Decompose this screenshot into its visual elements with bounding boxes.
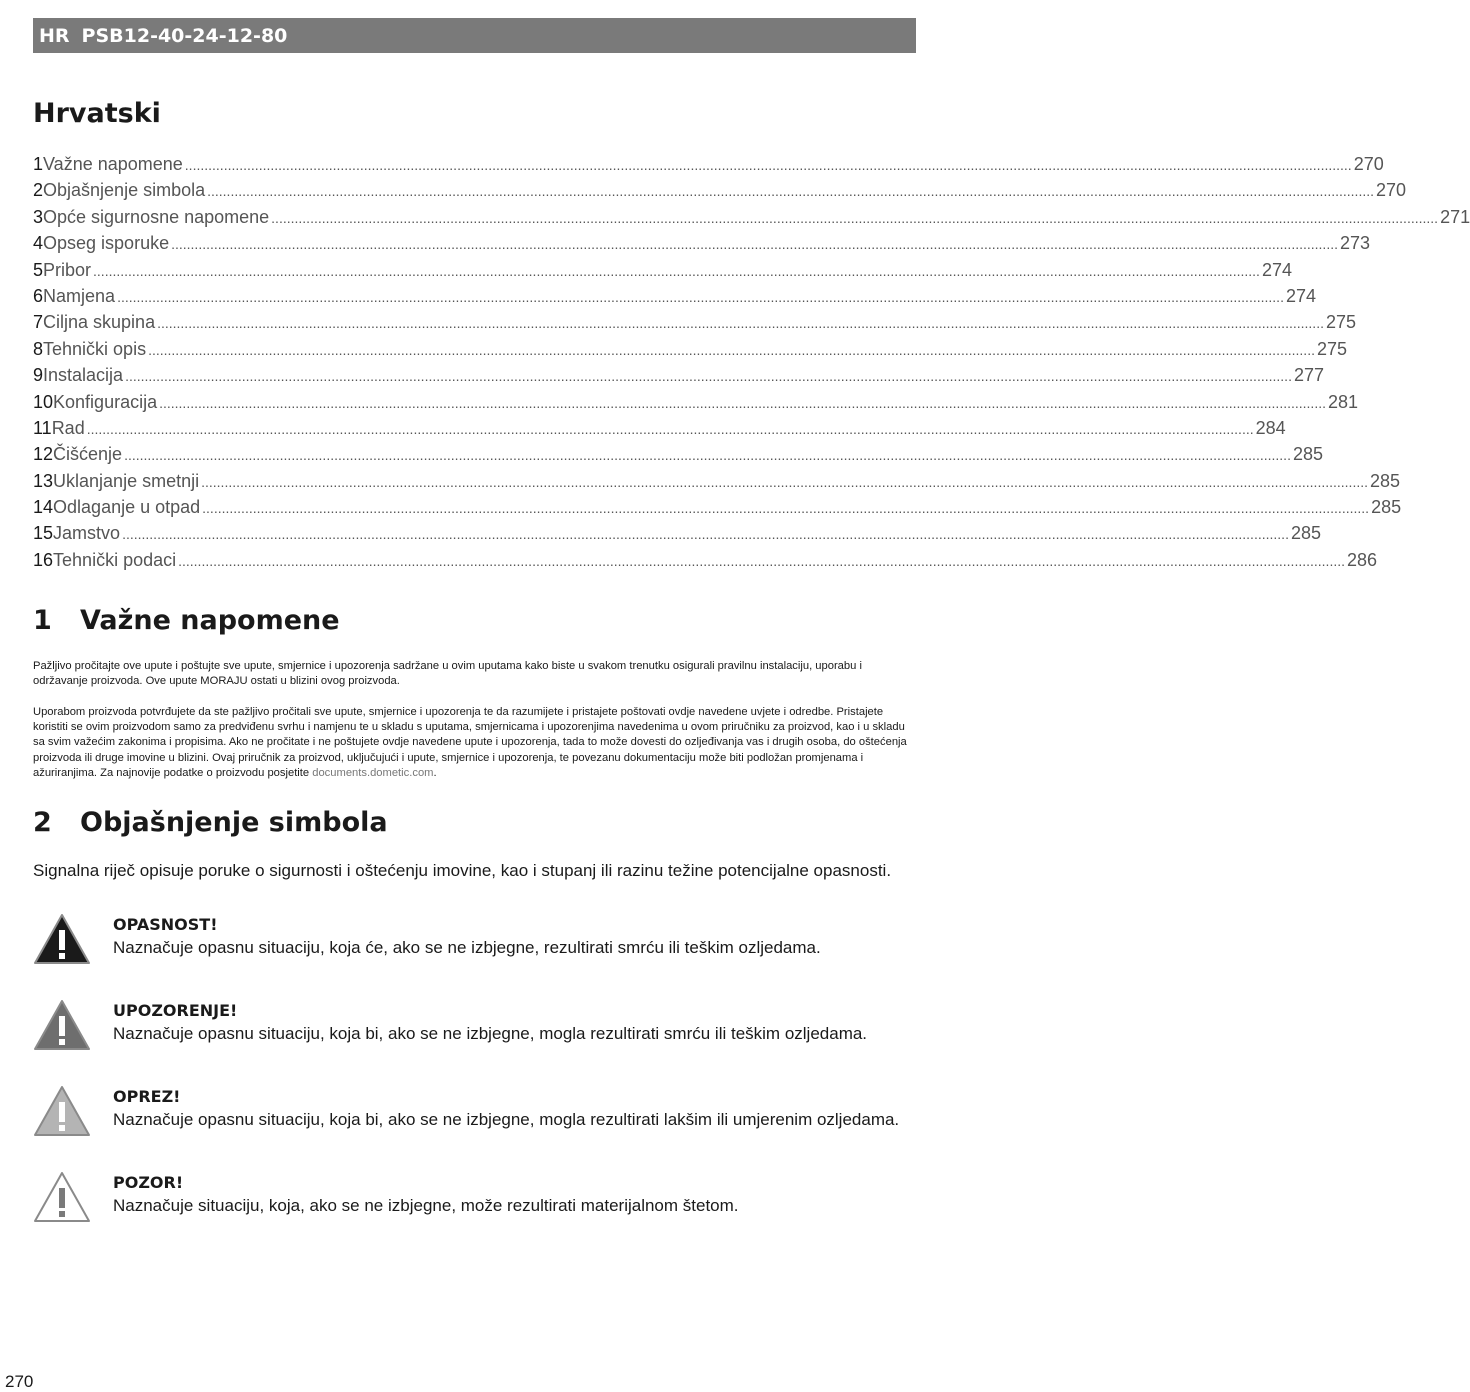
- section-1-title: Važne napomene: [80, 605, 340, 636]
- toc-number: 4: [33, 233, 44, 254]
- toc-page-number: 271: [1440, 206, 1470, 227]
- section-1-number: 1: [33, 605, 52, 636]
- section-1-heading: [33, 605, 340, 636]
- toc-page-number: 274: [1261, 259, 1292, 280]
- toc-leader-dots: ............................................................................................................................................................................................................................................................................................................: [157, 315, 1324, 332]
- toc-title: Čišćenje: [53, 444, 123, 465]
- toc-leader-dots: ............................................................................................................................................................................................................................................................................................................: [93, 262, 1260, 279]
- toc-page-number: 274: [1285, 285, 1317, 306]
- toc-leader-dots: ............................................................................................................................................................................................................................................................................................................: [178, 552, 1346, 569]
- toc-entry[interactable]: [33, 180, 1407, 206]
- toc-title: Namjena: [43, 285, 116, 306]
- hazard-symbol-entry: [33, 1085, 917, 1145]
- toc-page-number: 275: [1325, 312, 1357, 333]
- toc-entry[interactable]: [33, 444, 1324, 470]
- warning-triangle-icon: [33, 999, 91, 1051]
- section-1-paragraph-2-text: Uporabom proizvoda potvrđujete da ste pažljivo pročitali sve upute, smjernice i upozorenja te da razumijete i pristajete poštovati ovdje navedene uvjete i odredbe. Pristajete koristiti se ovim proizvodom samo za predviđenu svrhu i namjenu te u skladu s uputama, smjernicama i upozorenjima navedenima u ovom priručniku za proizvod, kao i u skladu sa svim važećim zakonima i propisima. Ako ne pročitate i ne poštujete ovdje navedene upute i upozorenja, tada to može dovesti do ozljeđivanja vas i drugih osoba, do oštećenja proizvoda ili druge imovine u blizini. Ovaj priručnik za proizvod, uključujući i upute, smjernice i upozorenja, te povezanu dokumentaciju može biti podložan promjenama i ažuriranjima. Za najnovije podatke o proizvodu posjetite: [33, 706, 907, 779]
- toc-entry[interactable]: [33, 497, 1402, 523]
- section-2-number: 2: [33, 807, 52, 838]
- toc-page-number: 270: [1376, 180, 1407, 201]
- toc-title: Tehnički podaci: [53, 549, 177, 570]
- toc-page-number: 275: [1316, 338, 1348, 359]
- page-title: Hrvatski: [33, 98, 161, 129]
- toc-entry[interactable]: [33, 523, 1322, 549]
- warning-triangle-icon: [33, 1171, 91, 1223]
- toc-number: 2: [33, 180, 44, 201]
- toc-page-number: 285: [1292, 444, 1324, 465]
- toc-number: 7: [33, 312, 44, 333]
- section-2-heading: [33, 807, 388, 838]
- toc-leader-dots: ............................................................................................................................................................................................................................................................................................................: [122, 526, 1289, 543]
- section-1-paragraph-2-end: .: [433, 766, 437, 779]
- toc-entry[interactable]: [33, 206, 1470, 233]
- toc-title: Pribor: [43, 259, 92, 280]
- toc-title: Tehnički opis: [43, 338, 147, 359]
- toc-entry[interactable]: [33, 312, 1357, 338]
- hazard-symbol-entry: [33, 999, 917, 1059]
- toc-leader-dots: ............................................................................................................................................................................................................................................................................................................: [124, 447, 1291, 464]
- hazard-symbol-entry: [33, 913, 917, 973]
- toc-title: Ciljna skupina: [43, 312, 156, 333]
- model-number: PSB12-40-24-12-80: [81, 24, 288, 47]
- section-1-paragraph-1: Pažljivo pročitajte ove upute i poštujte sve upute, smjernice i upozorenja sadržane u ovim uputama kako biste u svakom trenutku osigurali pravilnu instalaciju, uporabu i održavanje proizvoda. Ove upute MORAJU ostati u blizini ovog proizvoda.: [33, 660, 862, 688]
- toc-entry[interactable]: [33, 285, 1317, 312]
- toc-page-number: 284: [1255, 417, 1286, 438]
- toc-title: Jamstvo: [53, 523, 121, 544]
- language-code: HR: [39, 24, 70, 47]
- toc-number: 13: [33, 470, 54, 491]
- toc-number: 16: [33, 549, 54, 570]
- toc-title: Instalacija: [43, 365, 124, 386]
- signal-description: Naznačuje opasnu situaciju, koja bi, ako se ne izbjegne, mogla rezultirati lakšim ili umjerenim ozljedama.: [113, 1110, 900, 1129]
- toc-number: 8: [33, 338, 44, 359]
- toc-title: Uklanjanje smetnji: [53, 470, 200, 491]
- toc-leader-dots: ............................................................................................................................................................................................................................................................................................................: [148, 341, 1315, 358]
- toc-number: 14: [33, 497, 54, 518]
- toc-leader-dots: ............................................................................................................................................................................................................................................................................................................: [184, 157, 1352, 173]
- toc-number: 10: [33, 391, 54, 412]
- signal-description: Naznačuje situaciju, koja, ako se ne izbjegne, može rezultirati materijalnom štetom.: [113, 1196, 739, 1215]
- toc-leader-dots: ............................................................................................................................................................................................................................................................................................................: [202, 500, 1370, 517]
- toc-number: 1: [33, 154, 44, 174]
- toc-title: Odlaganje u otpad: [53, 497, 201, 518]
- toc-leader-dots: ............................................................................................................................................................................................................................................................................................................: [271, 209, 1439, 226]
- toc-page-number: 285: [1290, 523, 1322, 544]
- toc-title: Konfiguracija: [53, 391, 158, 412]
- toc-page-number: 285: [1371, 497, 1402, 518]
- toc-title: Opseg isporuke: [43, 233, 170, 254]
- section-2-intro: Signalna riječ opisuje poruke o sigurnosti i oštećenju imovine, kao i stupanj ili razinu težine potencijalne opasnosti.: [33, 861, 892, 880]
- warning-triangle-icon: [33, 1085, 91, 1137]
- section-2-title: Objašnjenje simbola: [80, 807, 388, 838]
- toc-entry[interactable]: [33, 154, 1384, 180]
- signal-description: Naznačuje opasnu situaciju, koja bi, ako se ne izbjegne, mogla rezultirati smrću ili teškim ozljedama.: [113, 1024, 868, 1043]
- toc-leader-dots: ............................................................................................................................................................................................................................................................................................................: [171, 236, 1338, 253]
- signal-word: POZOR!: [113, 1173, 184, 1192]
- toc-number: 12: [33, 444, 54, 465]
- toc-number: 3: [33, 206, 44, 227]
- toc-leader-dots: ............................................................................................................................................................................................................................................................................................................: [159, 394, 1326, 411]
- toc-page-number: 281: [1328, 391, 1359, 412]
- page-number: 270: [5, 1372, 34, 1391]
- toc-page-number: 277: [1293, 365, 1325, 386]
- toc-title: Objašnjenje simbola: [43, 180, 206, 201]
- toc-title: Rad: [51, 417, 85, 438]
- header-bar: [33, 18, 916, 53]
- section-1-paragraph-2: [33, 705, 917, 781]
- toc-leader-dots: ............................................................................................................................................................................................................................................................................................................: [117, 288, 1284, 305]
- toc-entry[interactable]: [33, 233, 1371, 259]
- toc-page-number: 285: [1370, 470, 1401, 491]
- toc-leader-dots: ............................................................................................................................................................................................................................................................................................................: [86, 420, 1254, 437]
- toc-page-number: 273: [1340, 233, 1371, 254]
- signal-word: UPOZORENJE!: [113, 1001, 238, 1020]
- toc-entry[interactable]: [33, 365, 1325, 391]
- signal-description: Naznačuje opasnu situaciju, koja će, ako se ne izbjegne, rezultirati smrću ili teškim ozljedama.: [113, 938, 821, 957]
- toc-number: 6: [33, 285, 44, 306]
- toc-entry[interactable]: [33, 549, 1378, 576]
- toc-leader-dots: ............................................................................................................................................................................................................................................................................................................: [207, 183, 1375, 200]
- hazard-symbol-entry: [33, 1171, 917, 1231]
- toc-entry[interactable]: [33, 391, 1359, 418]
- signal-word: OPASNOST!: [113, 915, 218, 934]
- toc-page-number: 270: [1353, 154, 1384, 174]
- documents-link[interactable]: documents.dometic.com: [312, 766, 434, 779]
- toc-leader-dots: ............................................................................................................................................................................................................................................................................................................: [201, 473, 1369, 490]
- signal-word: OPREZ!: [113, 1087, 181, 1106]
- toc-title: Opće sigurnosne napomene: [43, 206, 270, 227]
- warning-triangle-icon: [33, 913, 91, 965]
- toc-leader-dots: ............................................................................................................................................................................................................................................................................................................: [125, 368, 1292, 385]
- toc-number: 15: [33, 523, 54, 544]
- toc-entry[interactable]: [33, 417, 1286, 444]
- toc-title: Važne napomene: [43, 154, 183, 174]
- toc-entry[interactable]: [33, 470, 1401, 497]
- toc-entry[interactable]: [33, 259, 1292, 286]
- toc-number: 5: [33, 259, 44, 280]
- toc-number: 11: [33, 417, 52, 438]
- table-of-contents: [33, 154, 1470, 576]
- toc-page-number: 286: [1347, 549, 1378, 570]
- toc-entry[interactable]: [33, 338, 1348, 365]
- toc-number: 9: [33, 365, 44, 386]
